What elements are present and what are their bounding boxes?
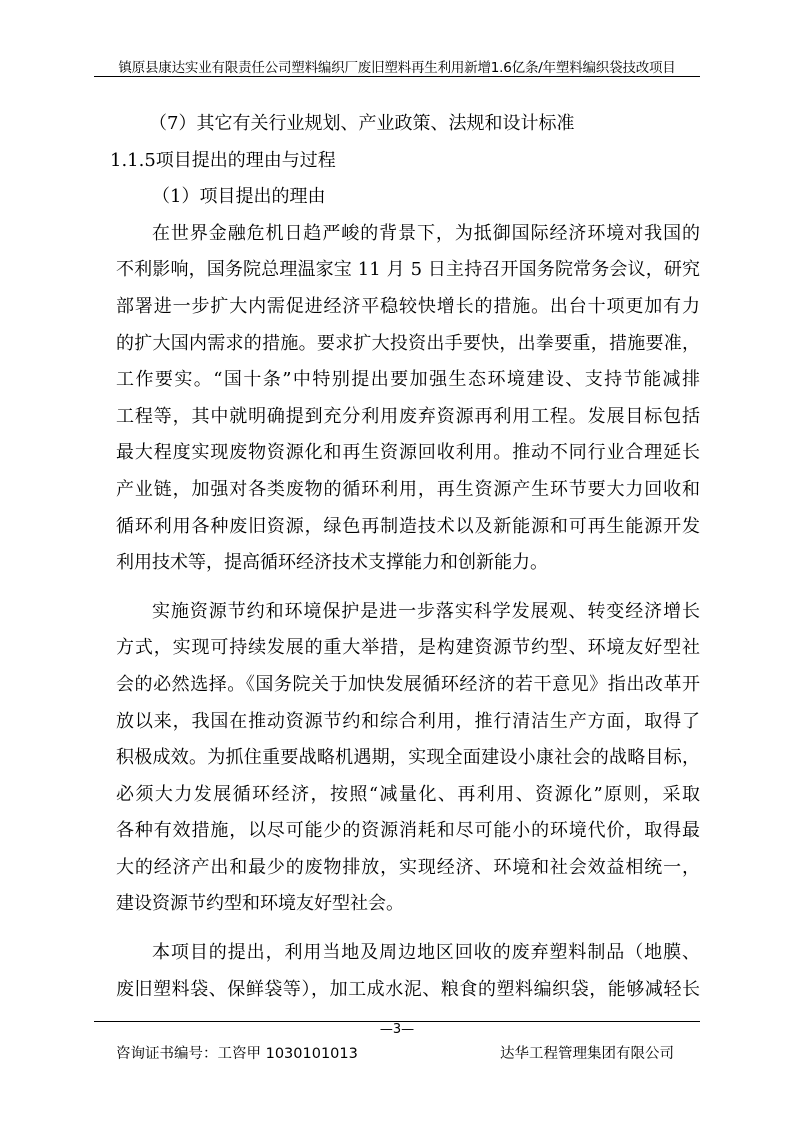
paragraph-line: 废旧塑料袋、保鲜袋等），加工成水泥、粮食的塑料编织袋，能够减轻长	[116, 978, 700, 1000]
paragraph-line: 最大程度实现废物资源化和再生资源回收利用。推动不同行业合理延长	[116, 442, 700, 464]
paragraph-line: 利用技术等，提高循环经济技术支撑能力和创新能力。	[116, 552, 548, 574]
paragraph-line: 积极成效。为抓住重要战略机遇期，实现全面建设小康社会的战略目标，	[116, 747, 700, 769]
paragraph-2	[116, 594, 700, 923]
paragraph-line: 实施资源节约和环境保护是进一步落实科学发展观、转变经济增长	[152, 600, 700, 622]
paragraph-line: 必须大力发展循环经济，按照“减量化、再利用、资源化”原则，采取	[116, 783, 700, 805]
paragraph-line: 建设资源节约型和环境友好型社会。	[116, 893, 404, 915]
paragraph-1	[116, 216, 700, 582]
paragraph-line: 各种有效措施，以尽可能少的资源消耗和尽可能小的环境代价，取得最	[116, 820, 700, 842]
sub-heading: （1）项目提出的理由	[152, 186, 326, 208]
item-7-line: （7）其它有关行业规划、产业政策、法规和设计标准	[149, 113, 575, 134]
paragraph-line: 循环利用各种废旧资源，绿色再制造技术以及新能源和可再生能源开发	[116, 515, 700, 537]
document-body	[110, 106, 700, 1008]
paragraph-line: 方式，实现可持续发展的重大举措，是构建资源节约型、环境友好型社	[116, 637, 700, 659]
page-number: —3—	[379, 1022, 415, 1037]
paragraph-line: 工程等，其中就明确提到充分利用废弃资源再利用工程。发展目标包括	[116, 405, 700, 427]
paragraph-3	[116, 935, 700, 1008]
paragraph-line: 会的必然选择。《国务院关于加快发展循环经济的若干意见》指出改革开	[116, 673, 700, 695]
company-name: 达华工程管理集团有限公司	[500, 1046, 674, 1062]
paragraph-line: 不利影响，国务院总理温家宝 11 月 5 日主持召开国务院常务会议，研究	[116, 259, 700, 281]
paragraph-line: 的扩大国内需求的措施。要求扩大投资出手要快，出拳要重，措施要准，	[116, 332, 700, 354]
paragraph-line: 大的经济产出和最少的废物排放，实现经济、环境和社会效益相统一，	[116, 856, 700, 878]
certificate-number: 咨询证书编号：工咨甲 1030101013	[116, 1046, 358, 1062]
paragraph-line: 工作要实。“国十条”中特别提出要加强生态环境建设、支持节能减排	[116, 369, 700, 391]
paragraph-line: 本项目的提出，利用当地及周边地区回收的废弃塑料制品（地膜、	[152, 942, 700, 964]
paragraph-line: 放以来，我国在推动资源节约和综合利用，推行清洁生产方面，取得了	[116, 710, 700, 732]
paragraph-line: 产业链，加强对各类废物的循环利用，再生资源产生环节要大力回收和	[116, 478, 700, 500]
header-rule	[94, 76, 700, 77]
section-heading: 1.1.5项目提出的理由与过程	[110, 149, 336, 171]
paragraph-line: 在世界金融危机日趋严峻的背景下，为抵御国际经济环境对我国的	[152, 222, 700, 244]
paragraph-line: 部署进一步扩大内需促进经济平稳较快增长的措施。出台十项更加有力	[116, 295, 700, 317]
running-header: 镇原县康达实业有限责任公司塑料编织厂废旧塑料再生利用新增1.6亿条/年塑料编织袋技改项目	[118, 60, 676, 76]
